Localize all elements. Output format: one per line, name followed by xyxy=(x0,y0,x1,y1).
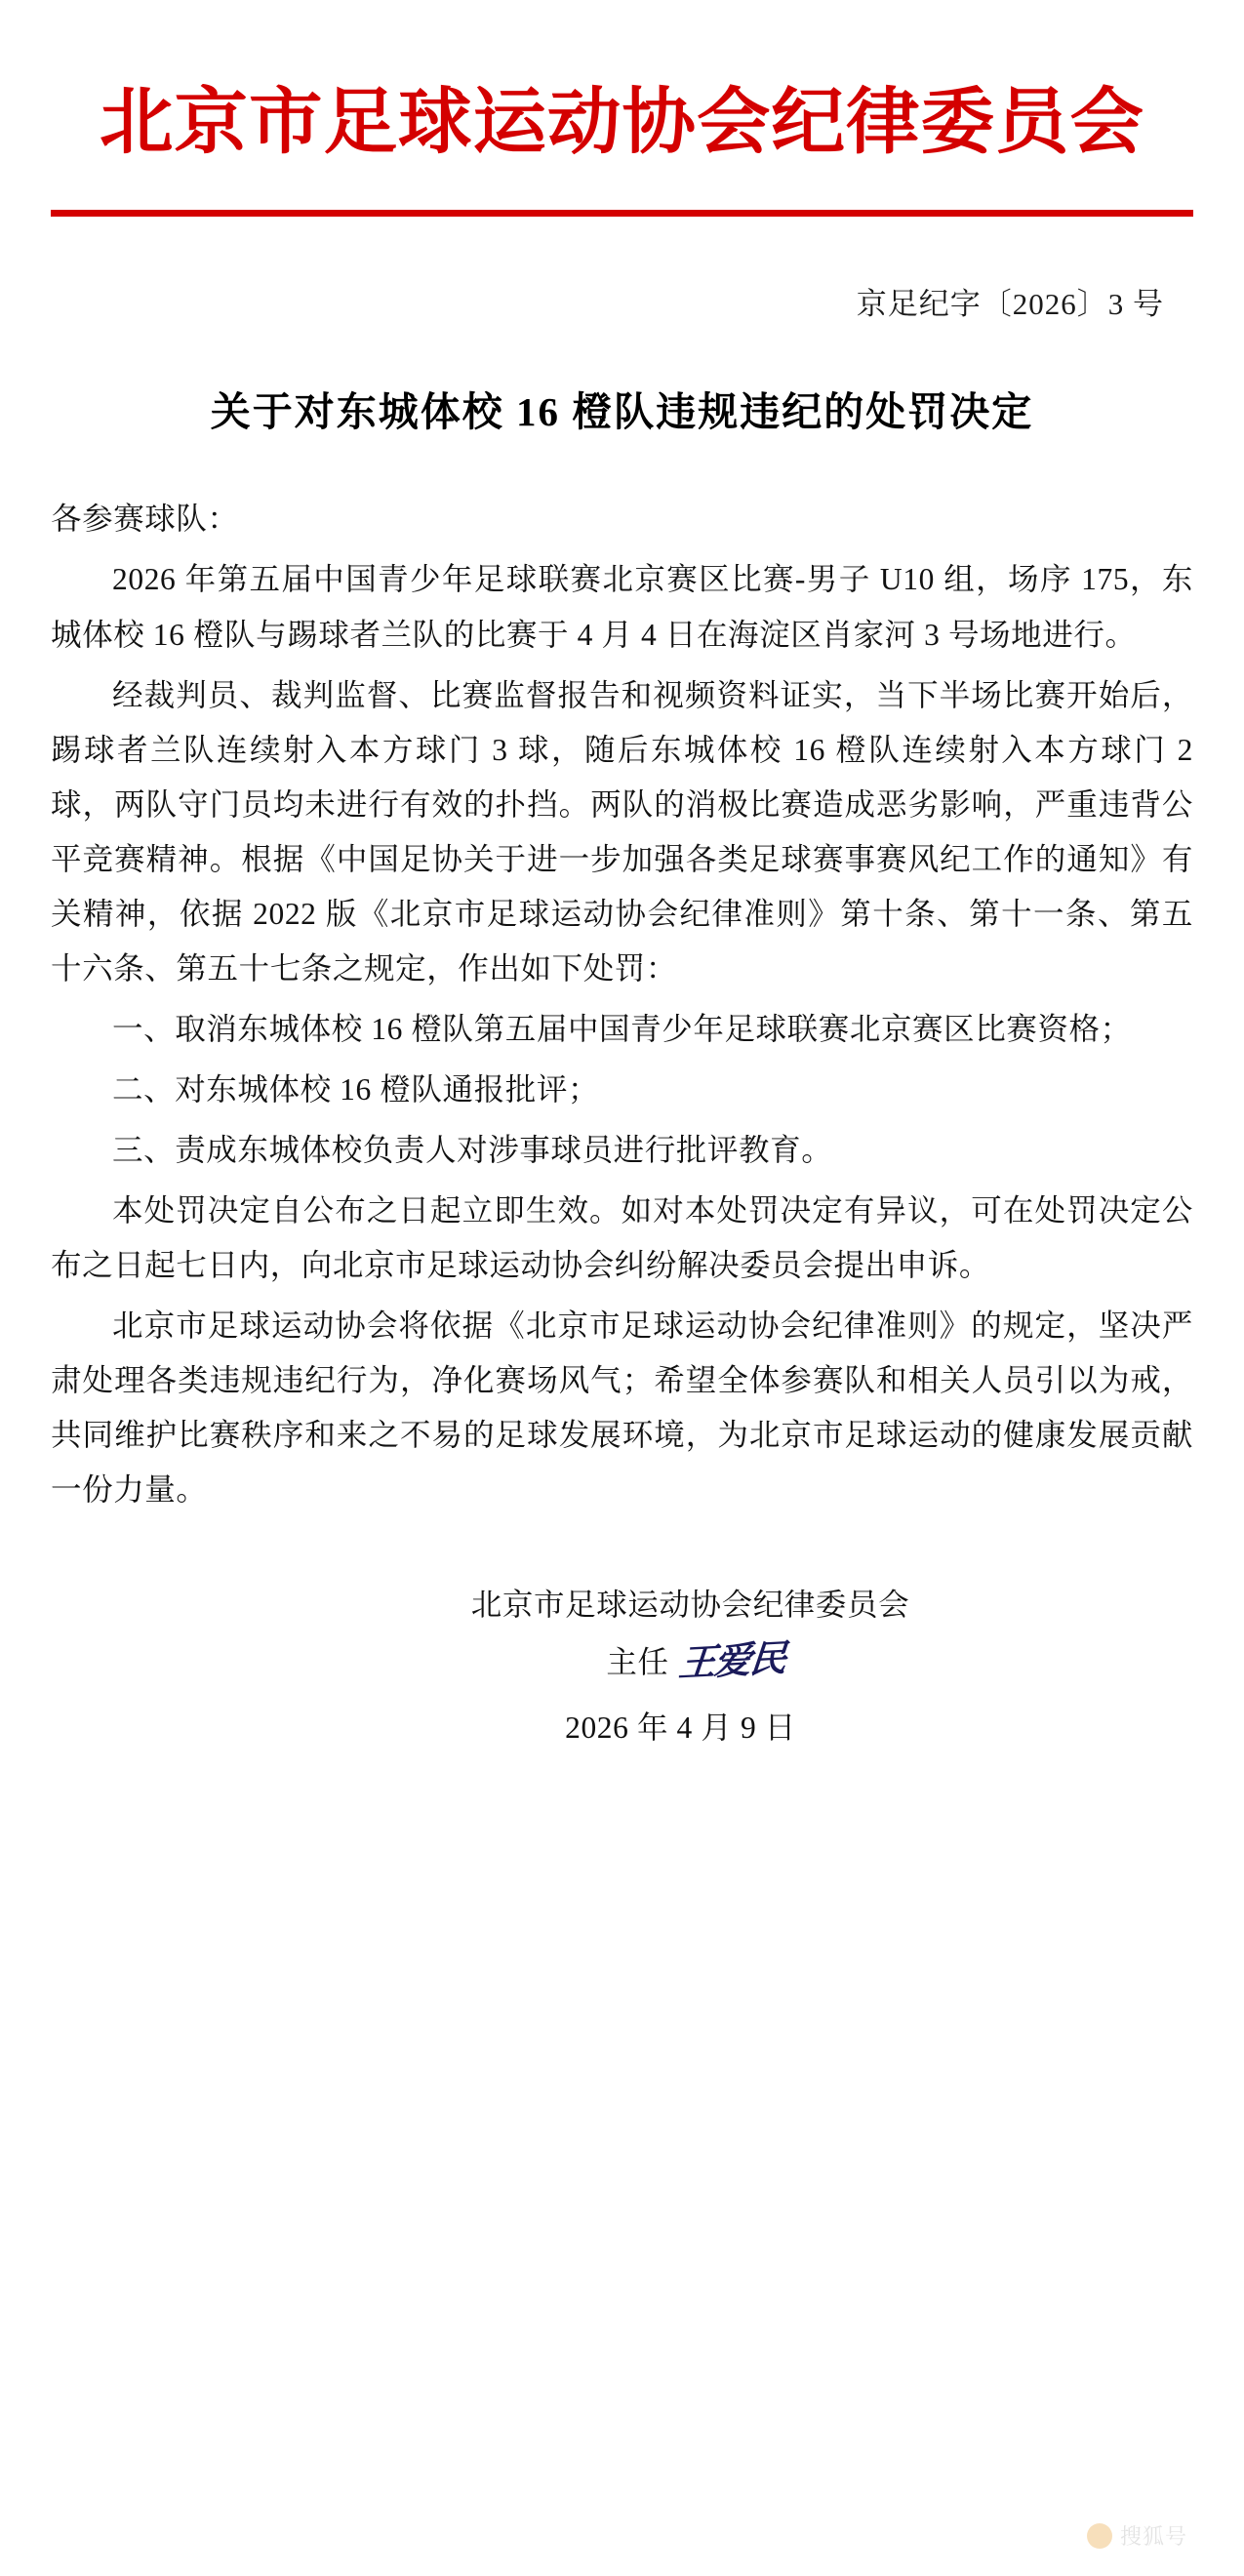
masthead xyxy=(51,0,1193,163)
signature-block xyxy=(51,1579,1193,1754)
salutation: 各参赛球队： xyxy=(51,502,239,537)
document-number: 京足纪字〔2026〕3 号 xyxy=(856,287,1164,322)
signature-date: 2026 年 4 月 9 日 xyxy=(565,1710,796,1745)
orange-dot-icon xyxy=(1087,2523,1112,2549)
penalty-item-1: 一、取消东城体校 16 橙队第五届中国青少年足球联赛北京赛区比赛资格； xyxy=(112,1011,1132,1046)
signatory-title: 主任 xyxy=(606,1644,669,1679)
paragraph-1: 2026 年第五届中国青少年足球联赛北京赛区比赛-男子 U10 组，场序 175，东城体校 16 橙队与踢球者兰队的比赛于 4 月 4 日在海淀区肖家河 3 号场地进行。 xyxy=(51,562,1193,652)
paragraph-appeal: 本处罚决定自公布之日起立即生效。如对本处罚决定有异议，可在处罚决定公布之日起七日内，向北京市足球运动协会纠纷解决委员会提出申诉。 xyxy=(51,1193,1193,1283)
penalty-item-3: 三、责成东城体校负责人对涉事球员进行批评教育。 xyxy=(112,1133,833,1168)
watermark xyxy=(1087,2520,1187,2551)
document-title: 关于对东城体校 16 橙队违规违纪的处罚决定 xyxy=(210,389,1034,435)
handwritten-signature: 王爱民 xyxy=(676,1638,786,1685)
signatory-line xyxy=(51,1630,1193,1694)
signing-organization: 北京市足球运动协会纪律委员会 xyxy=(470,1587,910,1622)
masthead-title: 北京市足球运动协会纪律委员会 xyxy=(100,83,1145,163)
paragraph-closing: 北京市足球运动协会将依据《北京市足球运动协会纪律准则》的规定，坚决严肃处理各类违规违纪行为，净化赛场风气；希望全体参赛队和相关人员引以为戒，共同维护比赛秩序和来之不易的足球发展环境，为北京市足球运动的健康发展贡献一份力量。 xyxy=(51,1308,1193,1508)
penalty-item-2: 二、对东城体校 16 橙队通报批评； xyxy=(112,1072,600,1107)
watermark-text: 搜狐号 xyxy=(1119,2524,1187,2549)
paragraph-2: 经裁判员、裁判监督、比赛监督报告和视频资料证实，当下半场比赛开始后，踢球者兰队连续射入本方球门 3 球，随后东城体校 16 橙队连续射入本方球门 2 球，两队守门员均未进行有效的扑挡。两队的消极比赛造成恶劣影响，严重违背公平竞赛精神。根据《中国足协关于进一步加强各类足球赛事赛风纪工作的通知》有关精神，依据 2022 版《北京市足球运动协会纪律准则》第十条、第十一条、第五十六条、第五十七条之规定，作出如下处罚： xyxy=(51,677,1193,986)
document-body xyxy=(51,492,1193,1517)
red-divider-rule xyxy=(51,210,1193,217)
